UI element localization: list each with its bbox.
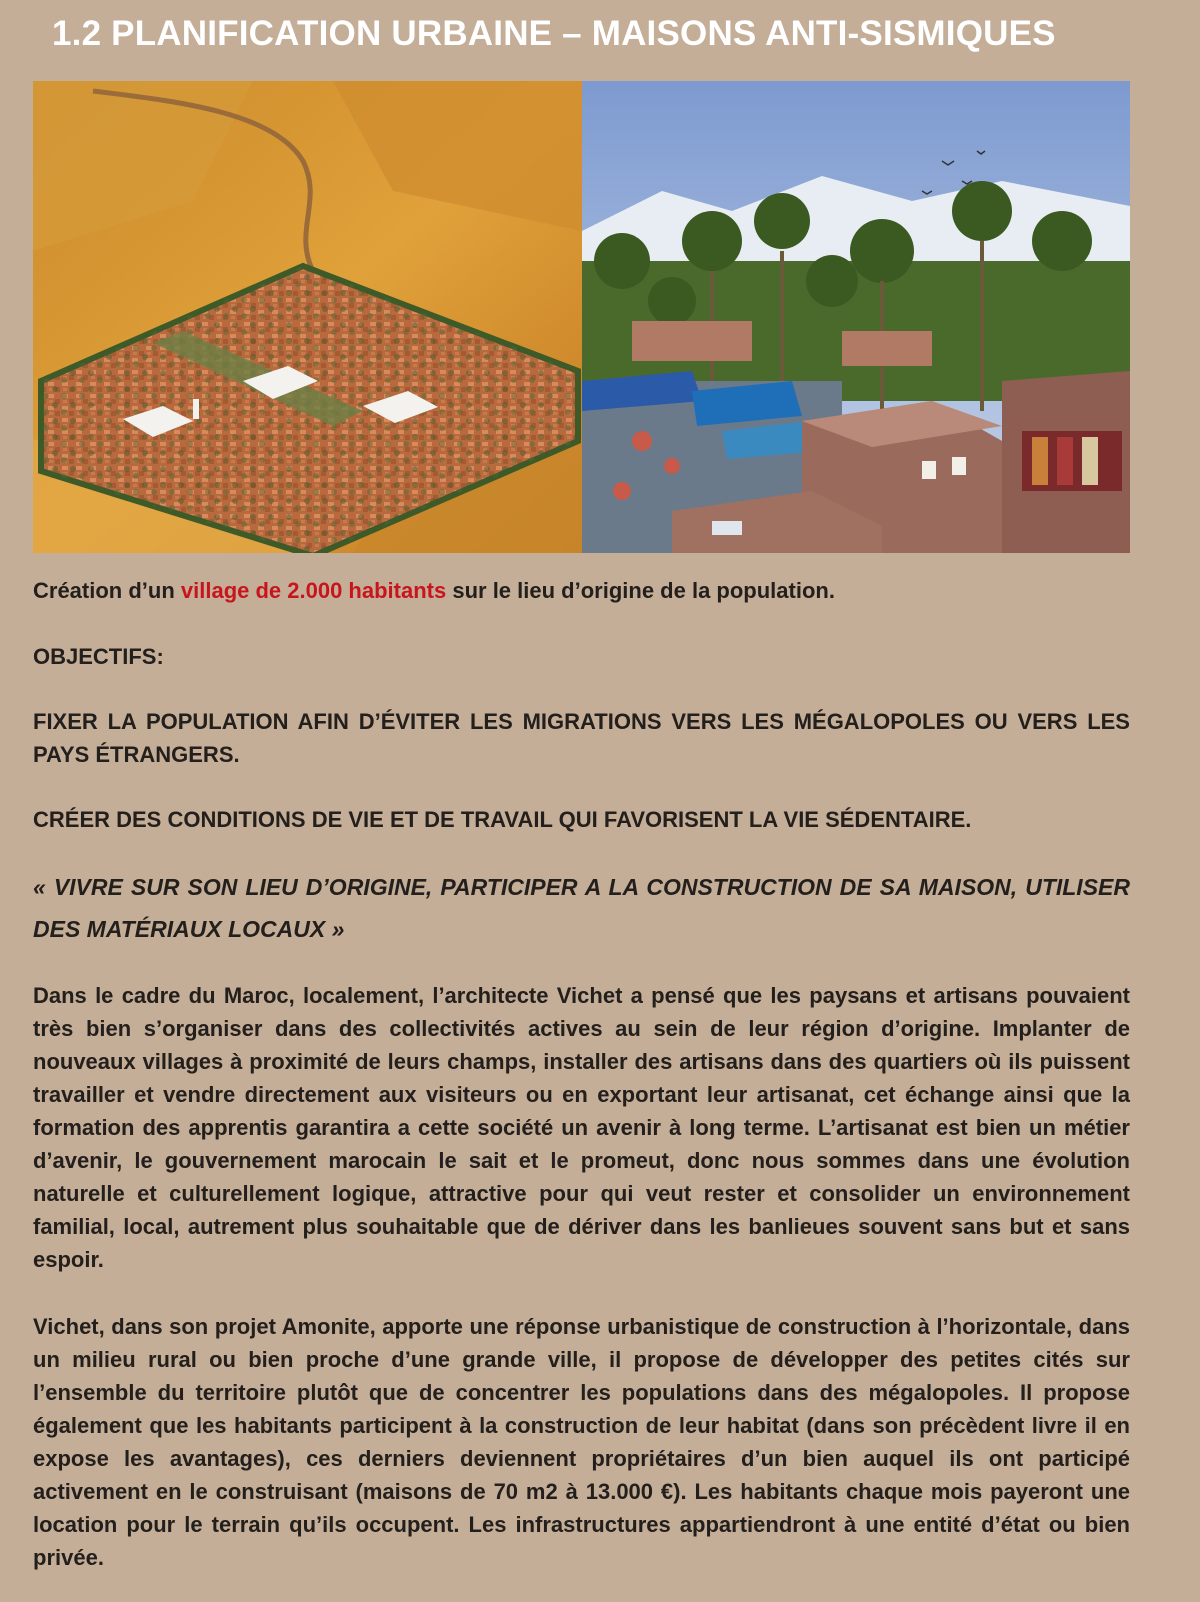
aerial-village-image	[33, 81, 582, 553]
intro-before: Création d’un	[33, 578, 181, 603]
intro-after: sur le lieu d’origine de la population.	[446, 578, 835, 603]
objectives-heading: OBJECTIFS:	[33, 644, 164, 669]
intro-text	[33, 574, 1130, 607]
intro-highlight: village de 2.000 habitants	[180, 578, 447, 603]
objective-1: FIXER LA POPULATION AFIN D’ÉVITER LES MIGRATIONS VERS LES MÉGALOPOLES OU VERS LES PAYS ÉTRANGERS.	[33, 709, 1130, 767]
paragraph-1: Dans le cadre du Maroc, localement, l’architecte Vichet a pensé que les paysans et artisans pouvaient très bien s’organiser dans des collectivités actives au sein de leur région d’origine. Implanter de nouveaux villages à proximité de leurs champs, installer des artisans dans des quartiers où ils puissent travailler et vendre directement aux visiteurs ou en exportant leur artisanat, cet échange ainsi que la formation des apprentis garantira a cette société un avenir à long terme. L’artisanat est bien un métier d’avenir, le gouvernement marocain le sait et le promeut, donc nous sommes dans une évolution naturelle et culturellement logique, attractive pour qui veut rester et consolider un environnement familial, local, autrement plus souhaitable que de dériver dans les banlieues souvent sans but et sans espoir.	[33, 983, 1130, 1272]
objective-2: CRÉER DES CONDITIONS DE VIE ET DE TRAVAIL QUI FAVORISENT LA VIE SÉDENTAIRE.	[33, 807, 972, 832]
page-title: 1.2 PLANIFICATION URBAINE – MAISONS ANTI-SISMIQUES	[52, 14, 1056, 53]
quote: « VIVRE SUR SON LIEU D’ORIGINE, PARTICIPER A LA CONSTRUCTION DE SA MAISON, UTILISER DES MATÉRIAUX LOCAUX »	[33, 874, 1130, 942]
village-market-image	[582, 81, 1130, 553]
paragraph-2: Vichet, dans son projet Amonite, apporte une réponse urbanistique de construction à l’horizontale, dans un milieu rural ou bien proche d’une grande ville, il propose de développer des petites cités sur l’ensemble du territoire plutôt que de concentrer les populations dans des mégalopoles. Il propose également que les habitants participent à la construction de leur habitat (dans son précèdent livre il en expose les avantages), ces derniers deviennent propriétaires d’un bien auquel ils ont participé activement en le construisant (maisons de 70 m2 à 13.000 €). Les habitants chaque mois payeront une location pour le terrain qu’ils occupent. Les infrastructures appartiendront à une entité d’état ou bien privée.	[33, 1314, 1130, 1570]
image-row	[33, 81, 1130, 553]
